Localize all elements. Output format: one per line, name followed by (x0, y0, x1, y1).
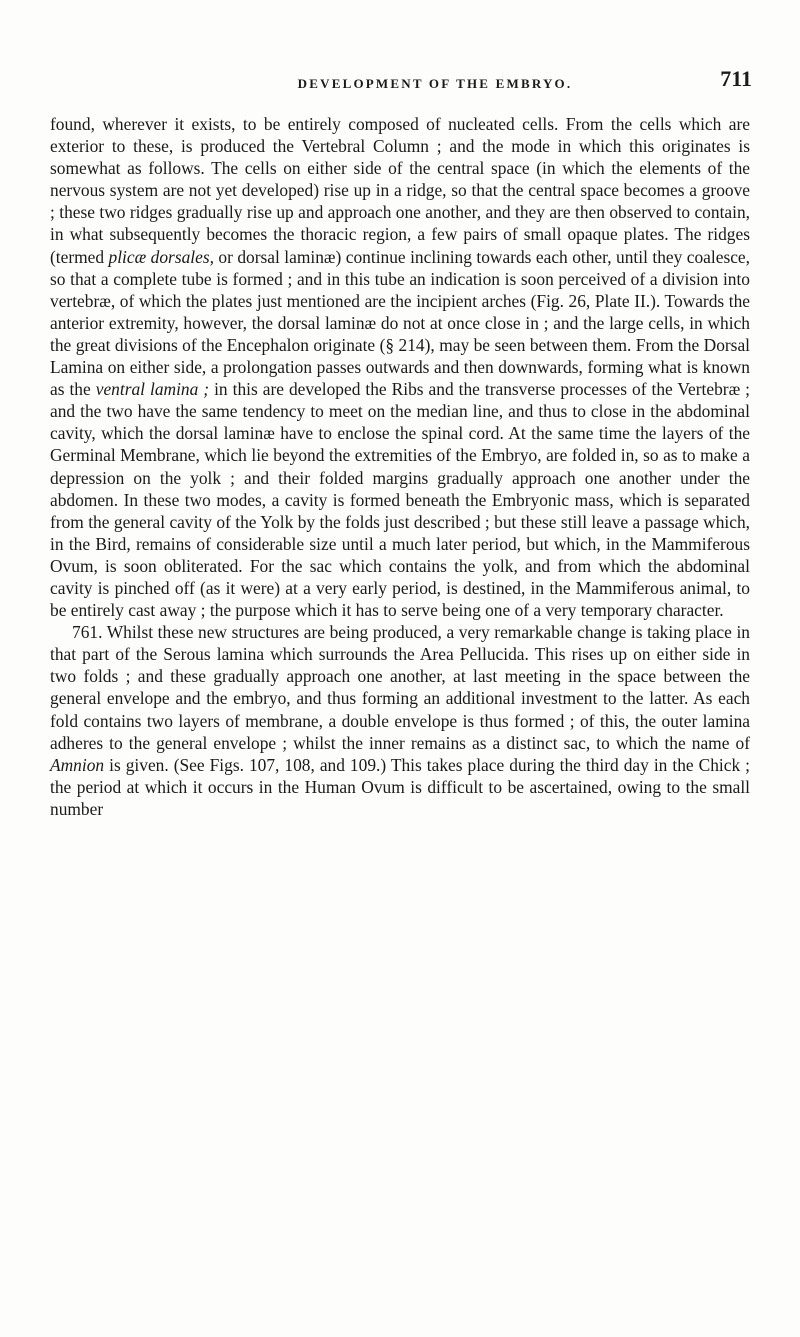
page-number: 711 (720, 66, 752, 91)
paragraph-text: is given. (See Figs. 107, 108, and 109.) This takes place during the third day in the Chick ; the period at which it occurs in the Human Ovum is difficult to be ascertained, owing to the small number (50, 754, 750, 819)
paragraph-number: 761. (72, 622, 103, 643)
paragraph-text: found, wherever it exists, to be entirely composed of nucleated cells. From the cells which are exterior to these, is produced the Vertebral Column ; and the mode in which this originates is somewhat as follows. The cells on either side of the central space (in which the elements of the nervous system are not yet developed) rise up in a ridge, so that the central space becomes a groove ; these two ridges gradually rise up and approach one another, and they are then observed to contain, in what subsequently becomes the thoracic region, a few pairs of small opaque plates. The ridges (termed (50, 114, 750, 267)
paragraph-text: Whilst these new structures are being produced, a very remarkable change is taking place in that part of the Serous lamina which surrounds the Area Pellucida. This rises up on either side in two folds ; and these gradually approach one another, at last meeting in the space between the general envelope and the embryo, and thus forming an additional investment to the latter. As each fold contains two layers of membrane, a double envelope is thus formed ; of this, the outer lamina adheres to the general envelope ; whilst the inner remains as a distinct sac, to which the name of (50, 622, 750, 753)
running-title: DEVELOPMENT OF THE EMBRYO. (297, 76, 573, 91)
italic-term: Amnion (50, 754, 105, 775)
paragraph-text: or dorsal laminæ) continue inclining towards each other, until they coalesce, so that a complete tube is formed ; and in this tube an indication is soon perceived of a division into vertebræ, of which the plates just mentioned are the incipient arches (Fig. 26, Plate II.). Towards the anterior extremity, however, the dorsal laminæ do not at once close in ; and the large cells, in which the great divisions of the Encephalon originate (§ 214), may be seen between them. From the Dorsal Lamina on either side, a prolongation passes outwards and then downwards, forming what is known as the (50, 246, 751, 400)
paragraph-761 (50, 621, 750, 820)
body-text (50, 113, 750, 820)
paragraph-text: in this are developed the Ribs and the transverse processes of the Vertebræ ; and the two have the same tendency to meet on the median line, and thus to close in the abdominal cavity, which the dorsal laminæ have to enclose the spinal cord. At the same time the layers of the Germinal Membrane, which lie beyond the extremities of the Embryo, are folded in, so as to make a depression on the yolk ; and their folded margins gradually approach one another under the abdomen. In these two modes, a cavity is formed beneath the Embryonic mass, which is separated from the general cavity of the Yolk by the folds just described ; but these still leave a passage which, in the Bird, remains of considerable size until a much later period, but which, in the Mammiferous Ovum, is soon obliterated. For the sac which contains the yolk, and from which the abdominal cavity is pinched off (as it were) at a very early period, is destined, in the Mammiferous animal, to be entirely cast away ; the purpose which it has to serve being one of a very temporary character. (50, 379, 751, 621)
italic-term: plicæ dorsales, (108, 246, 214, 267)
italic-term: ventral lamina ; (95, 379, 210, 400)
paragraph-continued (50, 113, 750, 621)
